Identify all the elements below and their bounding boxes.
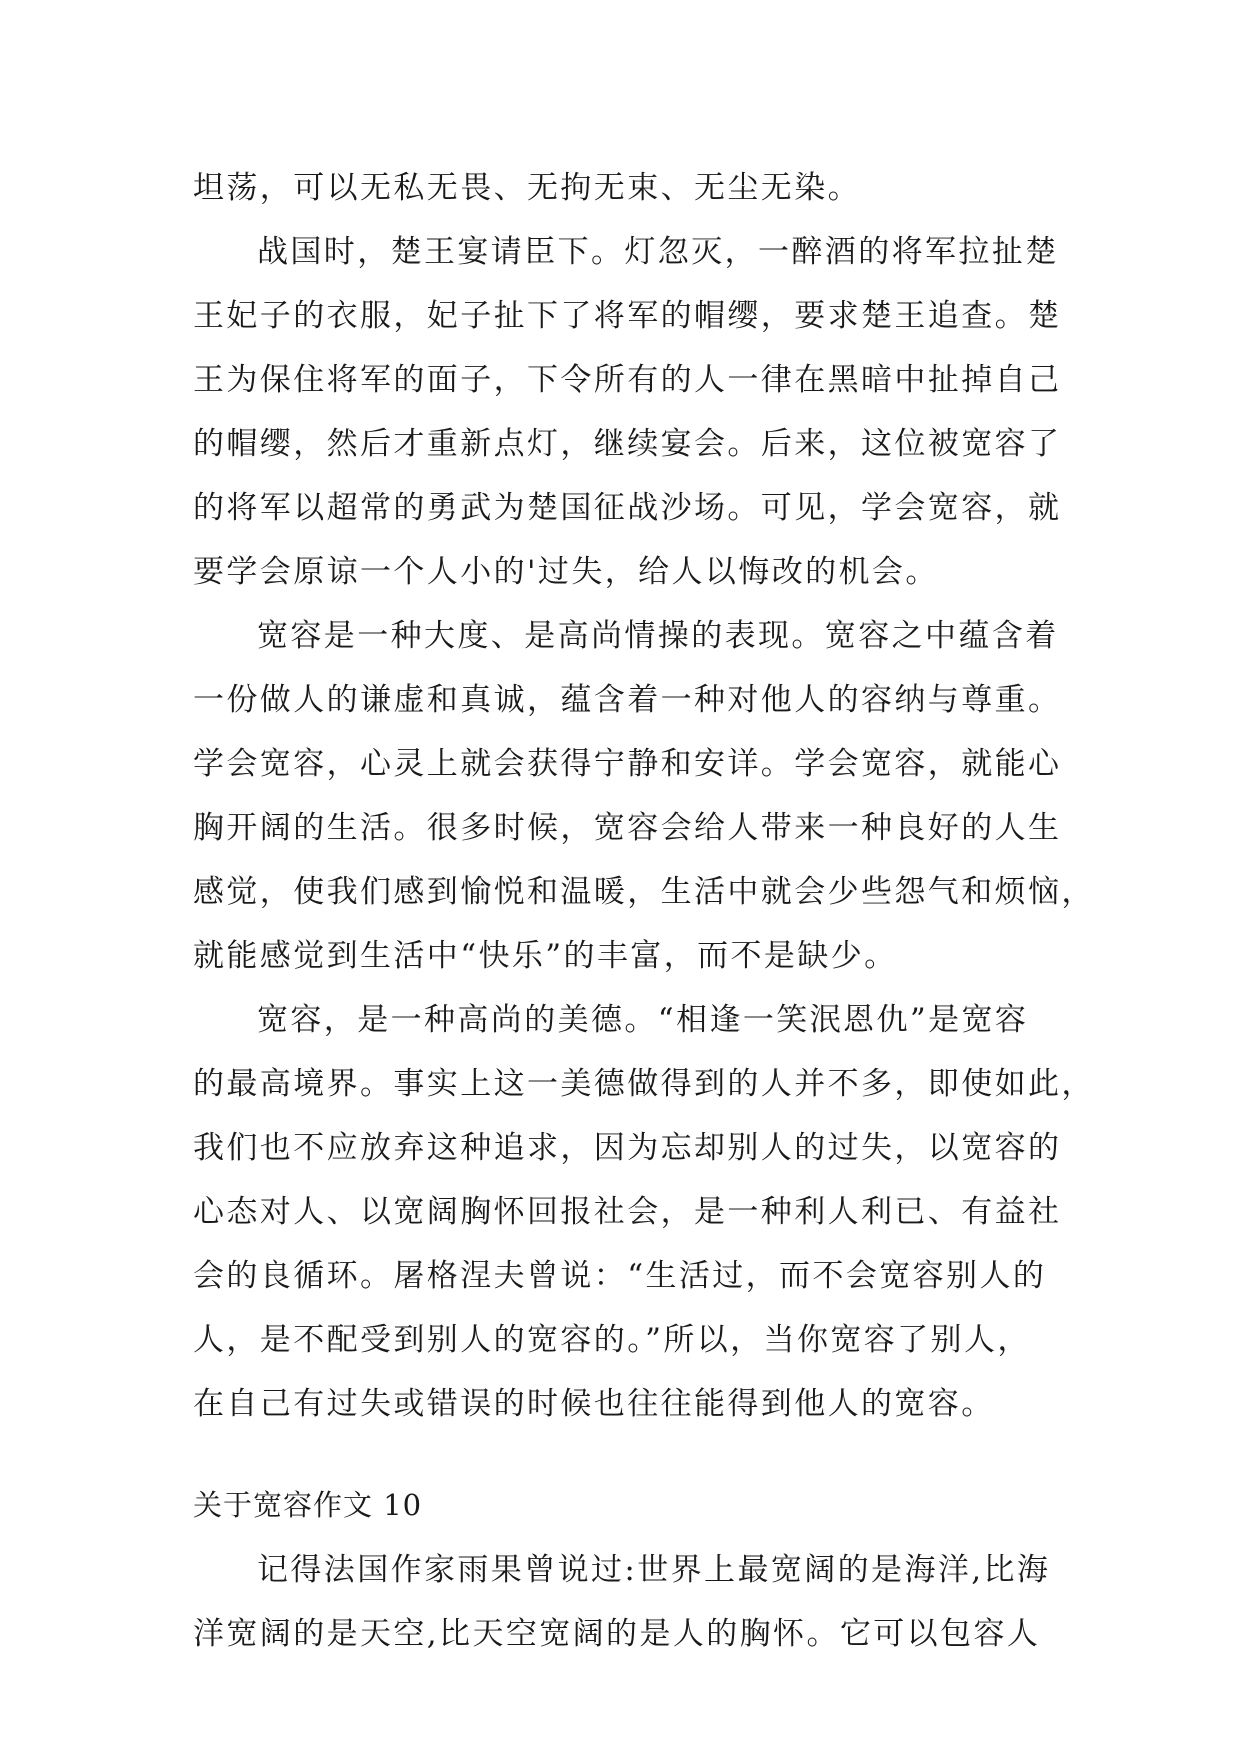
text-line-19: 人，是不配受到别人的宽容的。”所以，当你宽容了别人，: [193, 1322, 1031, 1358]
text-line-12: 感觉，使我们感到愉悦和温暖，生活中就会少些怨气和烦恼，: [193, 874, 1095, 910]
text-line-21: 记得法国作家雨果曾说过:世界上最宽阔的是海洋,比海: [257, 1552, 1051, 1588]
text-line-13: 就能感觉到生活中“快乐”的丰富，而不是缺少。: [193, 938, 898, 974]
text-line-9: 一份做人的谦虚和真诚，蕴含着一种对他人的容纳与尊重。: [193, 682, 1062, 718]
text-line-5: 的帽缨，然后才重新点灯，继续宴会。后来，这位被宽容了: [193, 426, 1062, 462]
text-line-14: 宽容，是一种高尚的美德。“相逢一笑泯恩仇”是宽容: [257, 1002, 1029, 1038]
text-line-2: 战国时，楚王宴请臣下。灯忽灭，一醉酒的将军拉扯楚: [257, 234, 1059, 270]
text-line-10: 学会宽容，心灵上就会获得宁静和安详。学会宽容，就能心: [193, 746, 1062, 782]
text-line-4: 王为保住将军的面子，下令所有的人一律在黑暗中扯掉自己: [193, 362, 1062, 398]
text-line-17: 心态对人、以宽阔胸怀回报社会，是一种利人利已、有益社: [193, 1194, 1062, 1230]
text-line-20: 在自己有过失或错误的时候也往往能得到他人的宽容。: [193, 1386, 995, 1422]
section-heading: 关于宽容作文 10: [193, 1488, 423, 1522]
text-line-16: 我们也不应放弃这种追求，因为忘却别人的过失，以宽容的: [193, 1130, 1062, 1166]
text-line-1: 坦荡，可以无私无畏、无拘无束、无尘无染。: [193, 170, 861, 206]
text-line-22: 洋宽阔的是天空,比天空宽阔的是人的胸怀。它可以包容人: [193, 1616, 1041, 1652]
text-line-3: 王妃子的衣服，妃子扯下了将军的帽缨，要求楚王追查。楚: [193, 298, 1062, 334]
text-line-18: 会的良循环。屠格涅夫曾说：“生活过，而不会宽容别人的: [193, 1258, 1047, 1294]
text-line-7: 要学会原谅一个人小的'过失，给人以悔改的机会。: [193, 554, 939, 590]
text-line-15: 的最高境界。事实上这一美德做得到的人并不多，即使如此，: [193, 1066, 1095, 1102]
text-line-11: 胸开阔的生活。很多时候，宽容会给人带来一种良好的人生: [193, 810, 1062, 846]
text-line-8: 宽容是一种大度、是高尚情操的表现。宽容之中蕴含着: [257, 618, 1059, 654]
text-line-6: 的将军以超常的勇武为楚国征战沙场。可见，学会宽容，就: [193, 490, 1062, 526]
